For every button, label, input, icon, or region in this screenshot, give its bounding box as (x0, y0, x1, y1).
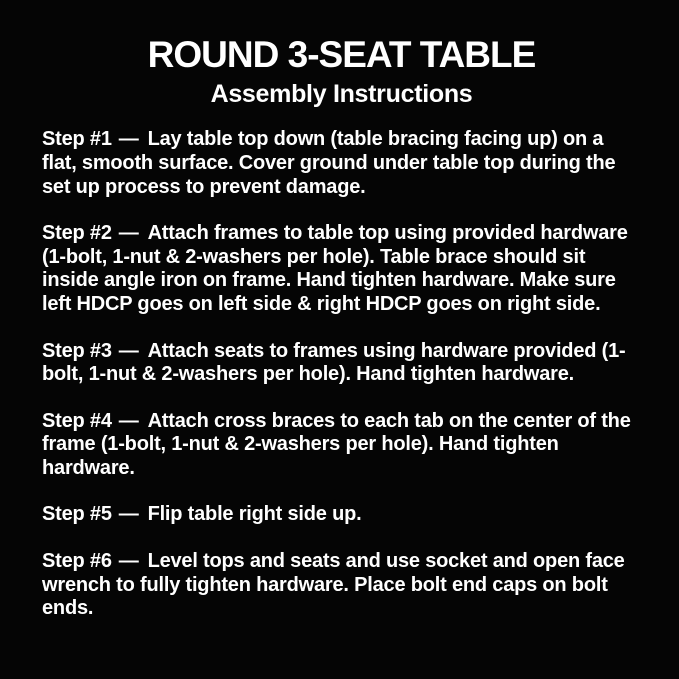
step-3-text: Attach seats to frames using hardware provided (1-bolt, 1-nut & 2-washers per hole). Hand tighten hardware. (42, 339, 626, 386)
page-title: ROUND 3-SEAT TABLE (147, 34, 536, 75)
step-1-label: Step #1 (42, 128, 112, 151)
step-4 (42, 410, 641, 481)
step-4-text: Attach cross braces to each tab on the center of the frame (1-bolt, 1-nut & 2-washers per hole). Hand tighten hardware. (42, 409, 631, 479)
step-6-text: Level tops and seats and use socket and open face wrench to fully tighten hardware. Place bolt end caps on bolt ends. (42, 550, 625, 620)
step-4-dash: — (118, 409, 139, 432)
step-6 (42, 550, 641, 621)
sheet-header (42, 36, 641, 108)
step-5-text: Flip table right side up. (147, 503, 362, 526)
step-2 (42, 222, 641, 316)
step-4-label: Step #4 (42, 409, 112, 432)
step-3 (42, 340, 641, 387)
steps-list (42, 128, 641, 621)
step-5 (42, 503, 641, 527)
step-6-label: Step #6 (42, 550, 112, 573)
step-2-dash: — (118, 222, 139, 245)
step-2-text: Attach frames to table top using provided hardware (1-bolt, 1-nut & 2-washers per hole). Table brace should sit inside angle iron on frame. Hand tighten hardware. Make sure left HDCP goes on left side & right HDCP goes on right side. (42, 222, 628, 315)
page-subtitle: Assembly Instructions (210, 79, 473, 108)
step-3-label: Step #3 (42, 339, 112, 362)
step-1-dash: — (118, 128, 139, 151)
step-5-label: Step #5 (42, 503, 112, 526)
step-6-dash: — (118, 550, 139, 573)
step-3-dash: — (118, 339, 139, 362)
step-1-text: Lay table top down (table bracing facing up) on a flat, smooth surface. Cover ground under table top during the set up process to prevent damage. (42, 128, 616, 198)
step-2-label: Step #2 (42, 222, 112, 245)
step-1 (42, 128, 641, 199)
step-5-dash: — (118, 503, 139, 526)
